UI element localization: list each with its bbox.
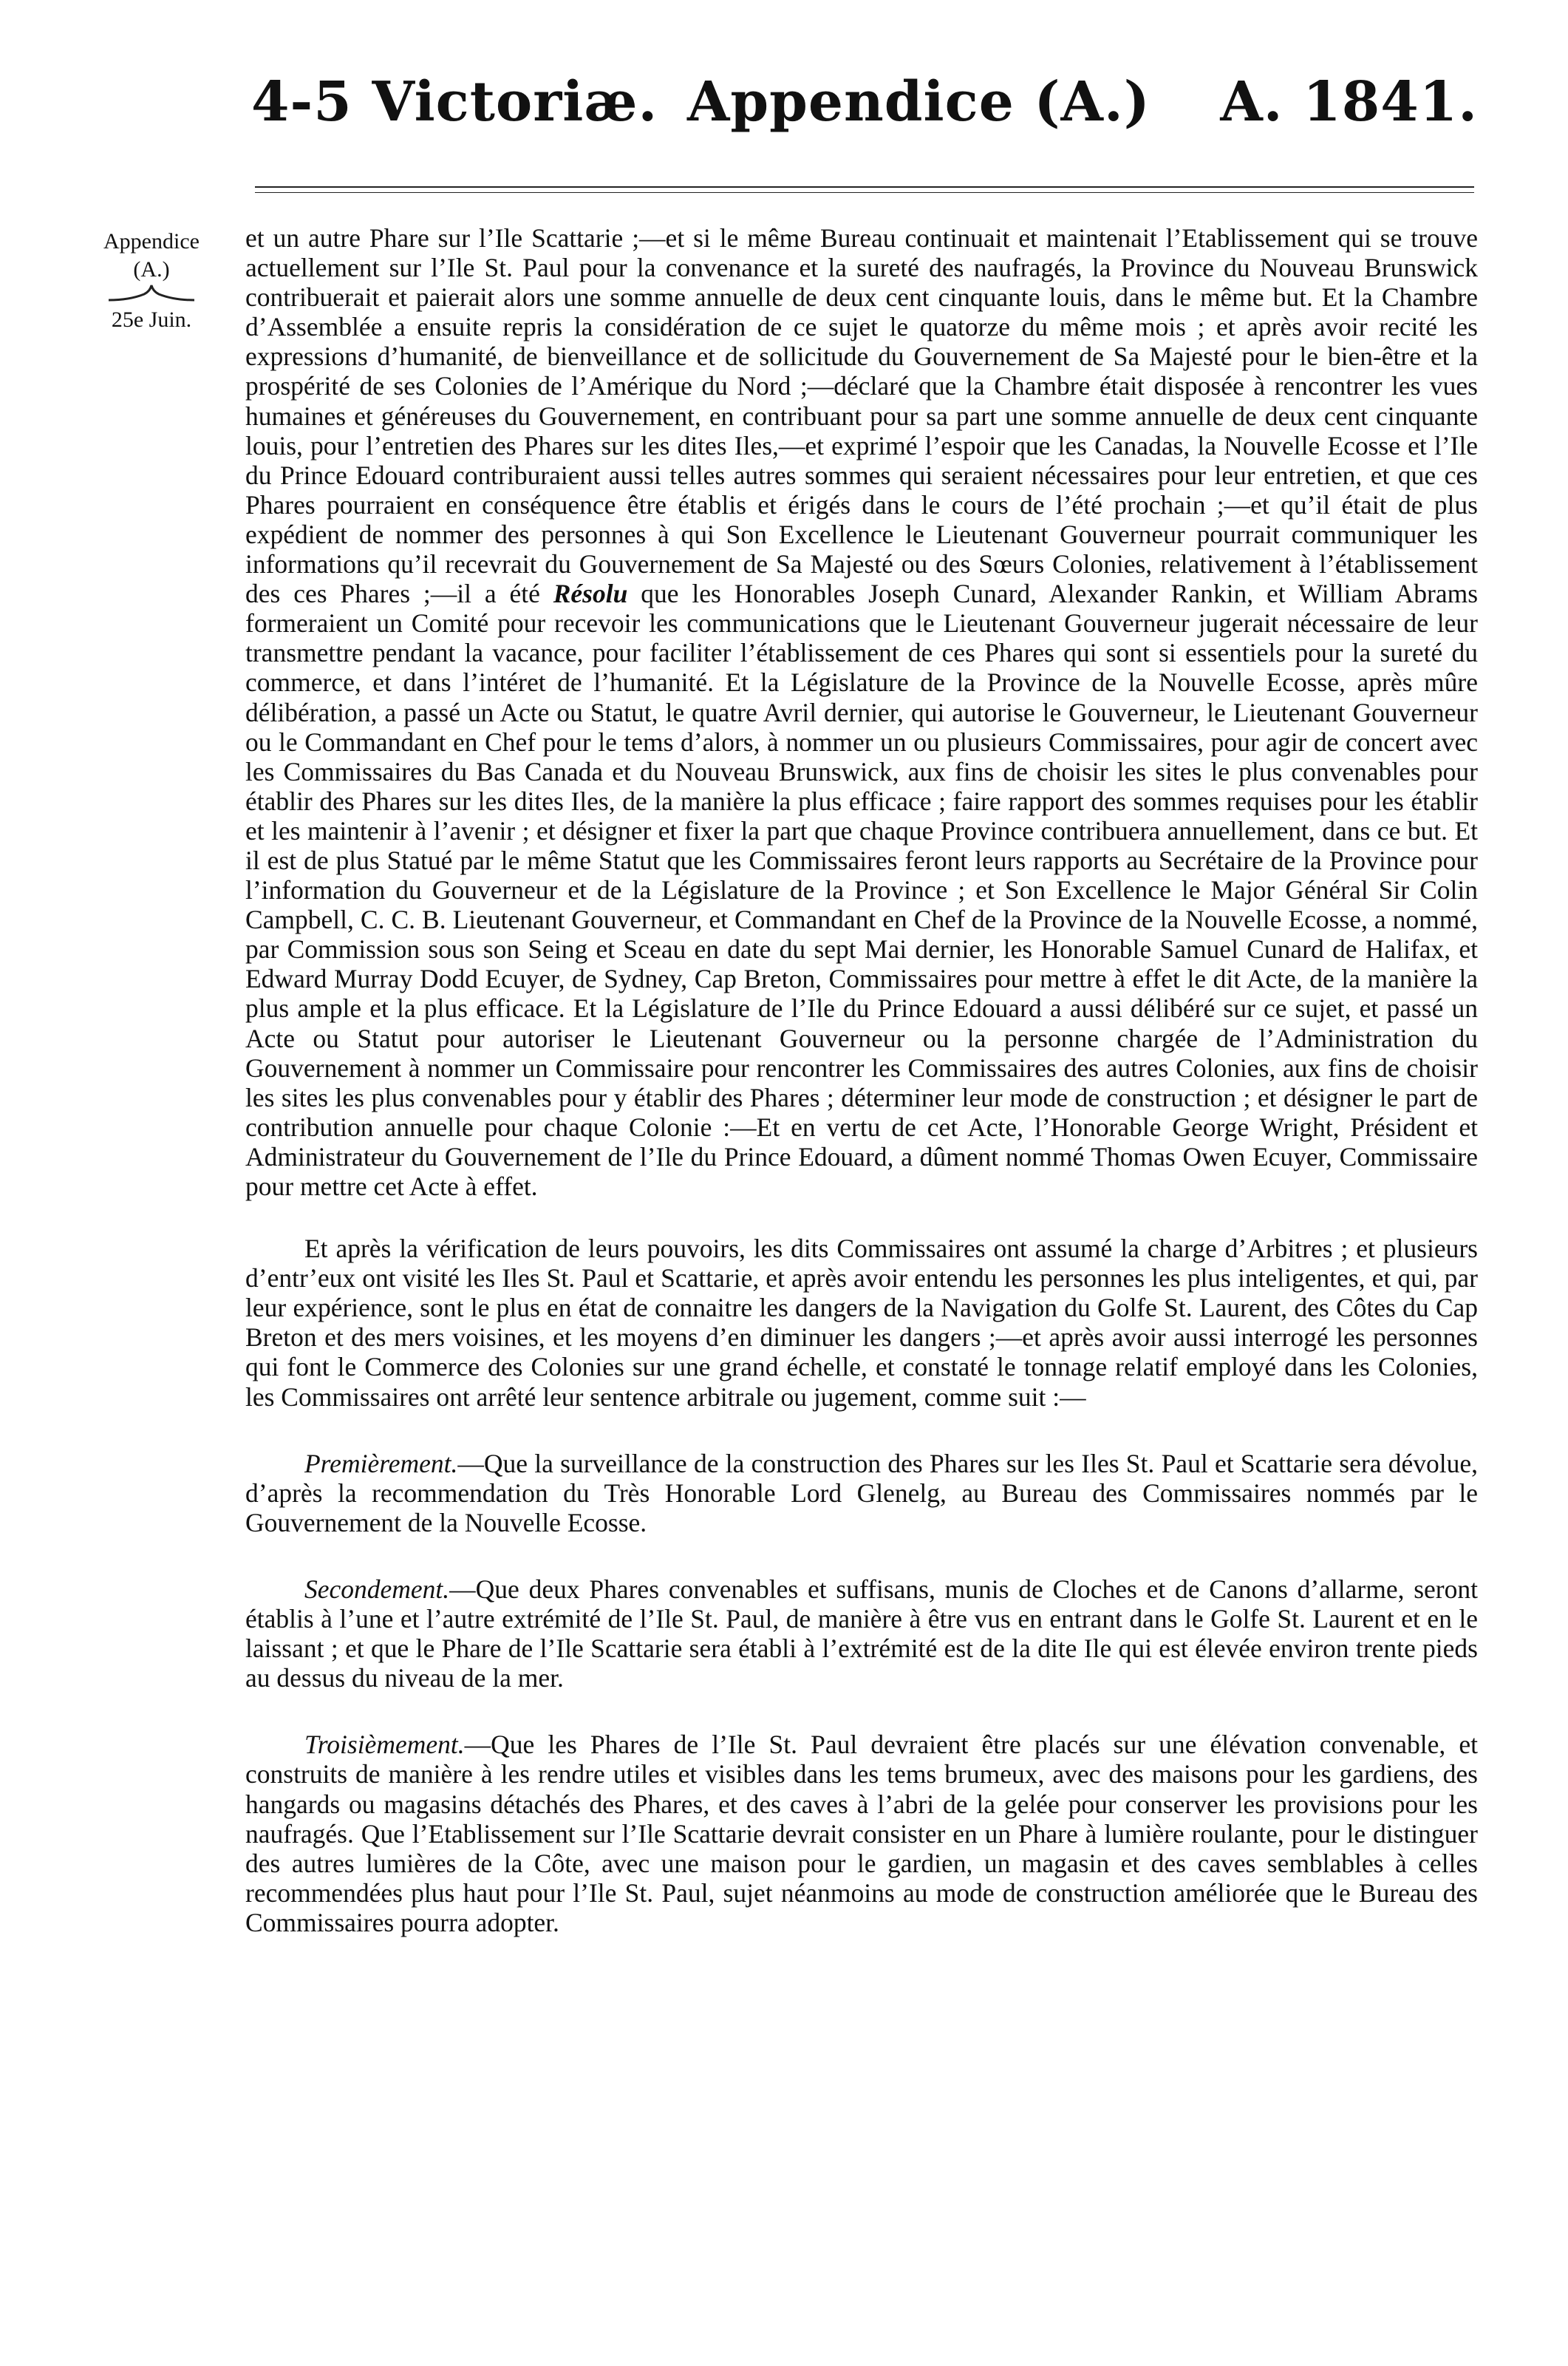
paragraph-lead: Troisièmement. — [304, 1730, 465, 1760]
paragraph-premierement — [245, 1449, 1478, 1537]
document-body — [245, 223, 1478, 1937]
margin-date: 25e Juin. — [111, 307, 192, 332]
margin-note — [52, 228, 251, 334]
paragraph-secondement — [245, 1574, 1478, 1693]
header-appendix: Appendice (A.) — [687, 70, 1151, 134]
paragraph-text: —Que la surveillance de la construction des Phares sur les Iles St. Paul et Scattarie sera dévolue, d’après la recommendation du Très Honorable Lord Glenelg, au Bureau des Commissaires nommés par le Gouvernement de la Nouvelle Ecosse. — [245, 1448, 1478, 1537]
margin-brace-ornament — [52, 284, 251, 306]
resolu-word: Résolu — [553, 579, 628, 609]
paragraph-text: et un autre Phare sur l’Ile Scattarie ;—et si le même Bureau continuait et maintenait l’Etablissement qui se trouve actuellement sur l’Ile St. Paul pour la convenance et la sureté des naufragés, la Province du Nouveau Brunswick contribuerait et paierait alors une somme annuelle de deux cent cinquante louis, dans le même but. Et la Chambre d’Assemblée a ensuite repris la considération de ce sujet le quatorze du même mois ; et après avoir recité les expressions d’humanité, de bienveillance et de sollicitude du Gouvernement de Sa Majesté pour le bien-être et la prospérité de ses Colonies de l’Amérique du Nord ;—déclaré que la Chambre était disposée à rencontrer les vues humaines et généreuses du Gouvernement, en contribuant pour sa part une somme annuelle de deux cent cinquante louis, pour l’entretien des Phares sur les dites Iles,—et exprimé l’espoir que les Canadas, la Nouvelle Ecosse et l’Ile du Prince Edouard contriburaient aussi telles autres sommes qui seraient nécessaires pour leur entretien, et que ces Phares pourraient en conséquence être établis et érigés dans le cours de l’été prochain ;—et qu’il était de plus expédient de nommer des personnes à qui Son Excellence le Lieutenant Gouverneur pourrait communiquer les informations qu’il recevrait du Gouvernement de Sa Majesté ou des Sœurs Colonies, relativement à l’établissement des ces Phares ;—il a été — [245, 223, 1478, 609]
paragraph-arbitres — [245, 1234, 1478, 1412]
header-year: A. 1841. — [1220, 70, 1478, 134]
paragraph-text: que les Honorables Joseph Cunard, Alexander Rankin, et William Abrams formeraient un Comité pour recevoir les communications que le Lieutenant Gouverneur jugerait nécessaire de leur transmettre pendant la vacance, pour faciliter l’établissement de ces Phares qui sont si essentiels pour la sureté du commerce, et dans l’intéret de l’humanité. Et la Législature de la Province de la Nouvelle Ecosse, après mûre délibération, a passé un Acte ou Statut, le quatre Avril dernier, qui autorise le Gouverneur, le Lieutenant Gouverneur ou le Commandant en Chef pour le tems d’alors, à nommer un ou plusieurs Commissaires, pour agir de concert avec les Commissaires du Bas Canada et du Nouveau Brunswick, aux fins de choisir les sites le plus convenables pour établir des Phares sur les dites Iles, de la manière la plus efficace ; faire rapport des sommes requises pour les établir et les maintenir à l’avenir ; et désigner et fixer la part que chaque Province contribuera annuellement, dans ce but. Et il est de plus Statué par le même Statut que les Commissaires feront leurs rapports au Secrétaire de la Province pour l’information du Gouverneur et de la Législature de la Province ; et Son Excellence le Major Général Sir Colin Campbell, C. C. B. Lieutenant Gouverneur, et Commandant en Chef de la Province de la Nouvelle Ecosse, a nommé, par Commission sous son Seing et Sceau en date du sept Mai dernier, les Honorable Samuel Cunard de Halifax, et Edward Murray Dodd Ecuyer, de Sydney, Cap Breton, Commissaires pour mettre à effet le dit Acte, de la manière la plus ample et la plus efficace. Et la Législature de l’Ile du Prince Edouard a aussi délibéré sur ce sujet, et passé un Acte ou Statut pour autoriser le Lieutenant Gouverneur ou la personne chargée de l’Administration du Gouvernement à nommer un Commissaire pour rencontrer les Commissaires des autres Colonies, aux fins de choisir les sites les plus convenables pour y établir des Phares ; déterminer leur mode de construction ; et désigner le part de contribution annuelle pour chaque Colonie :—Et en vertu de cet Acte, l’Honorable George Wright, Président et Administrateur du Gouvernement de l’Ile du Prince Edouard, a dûment nommé Thomas Owen Ecuyer, Commissaire pour mettre cet Acte à effet. — [245, 579, 1479, 1201]
header-rule-thin — [255, 192, 1474, 193]
paragraph-troisiemement — [245, 1730, 1478, 1937]
paragraph-text: —Que deux Phares convenables et suffisans, munis de Cloches et de Canons d’allarme, seront établis à l’une et l’autre extrémité de l’Ile St. Paul, de manière à être vus en entrant dans le Golfe St. Laurent et en le laissant ; et que le Phare de l’Ile Scattarie sera établi à l’extrémité est de la dite Ile qui est élevée environ trente pieds au dessus du niveau de la mer. — [245, 1574, 1478, 1693]
paragraph-lead: Secondement. — [304, 1574, 450, 1604]
paragraph-continuation — [245, 223, 1478, 1201]
margin-appendix-label: Appendice — [103, 229, 200, 254]
page-header — [251, 70, 1478, 152]
header-rule — [255, 186, 1474, 188]
margin-appendix-letter: (A.) — [133, 257, 170, 282]
paragraph-lead: Premièrement. — [304, 1448, 458, 1478]
header-session: 4-5 Victoriæ. — [251, 70, 658, 134]
paragraph-text: Et après la vérification de leurs pouvoirs, les dits Commissaires ont assumé la charge d’Arbitres ; et plusieurs d’entr’eux ont visité les Iles St. Paul et Scattarie, et après avoir entendu les personnes les plus inteligentes, et qui, par leur expérience, sont le plus en état de connaitre les dangers de la Navigation du Golfe St. Laurent, des Côtes du Cap Breton et des mers voisines, et les moyens d’en diminuer les dangers ;—et après avoir aussi interrogé les personnes qui font le Commerce des Colonies sur une grand échelle, et constaté le tonnage relatif employé dans les Colonies, les Commissaires ont arrêté leur sentence arbitrale ou jugement, comme suit :— — [245, 1234, 1478, 1412]
paragraph-text: —Que les Phares de l’Ile St. Paul devraient être placés sur une élévation convenable, et construits de manière à les rendre utiles et visibles dans les tems brumeux, avec des maisons pour les gardiens, des hangards ou magasins détachés des Phares, et des caves à l’abri de la gelée pour conserver les provisions pour les naufragés. Que l’Etablissement sur l’Ile Scattarie devrait consister en un Phare à lumière roulante, pour le distinguer des autres lumières de la Côte, avec une maison pour le gardien, un magasin et des caves semblables à celles recommendées plus haut pour l’Ile St. Paul, sujet néanmoins au mode de construction améliorée que le Bureau des Commissaires pourra adopter. — [245, 1730, 1478, 1937]
